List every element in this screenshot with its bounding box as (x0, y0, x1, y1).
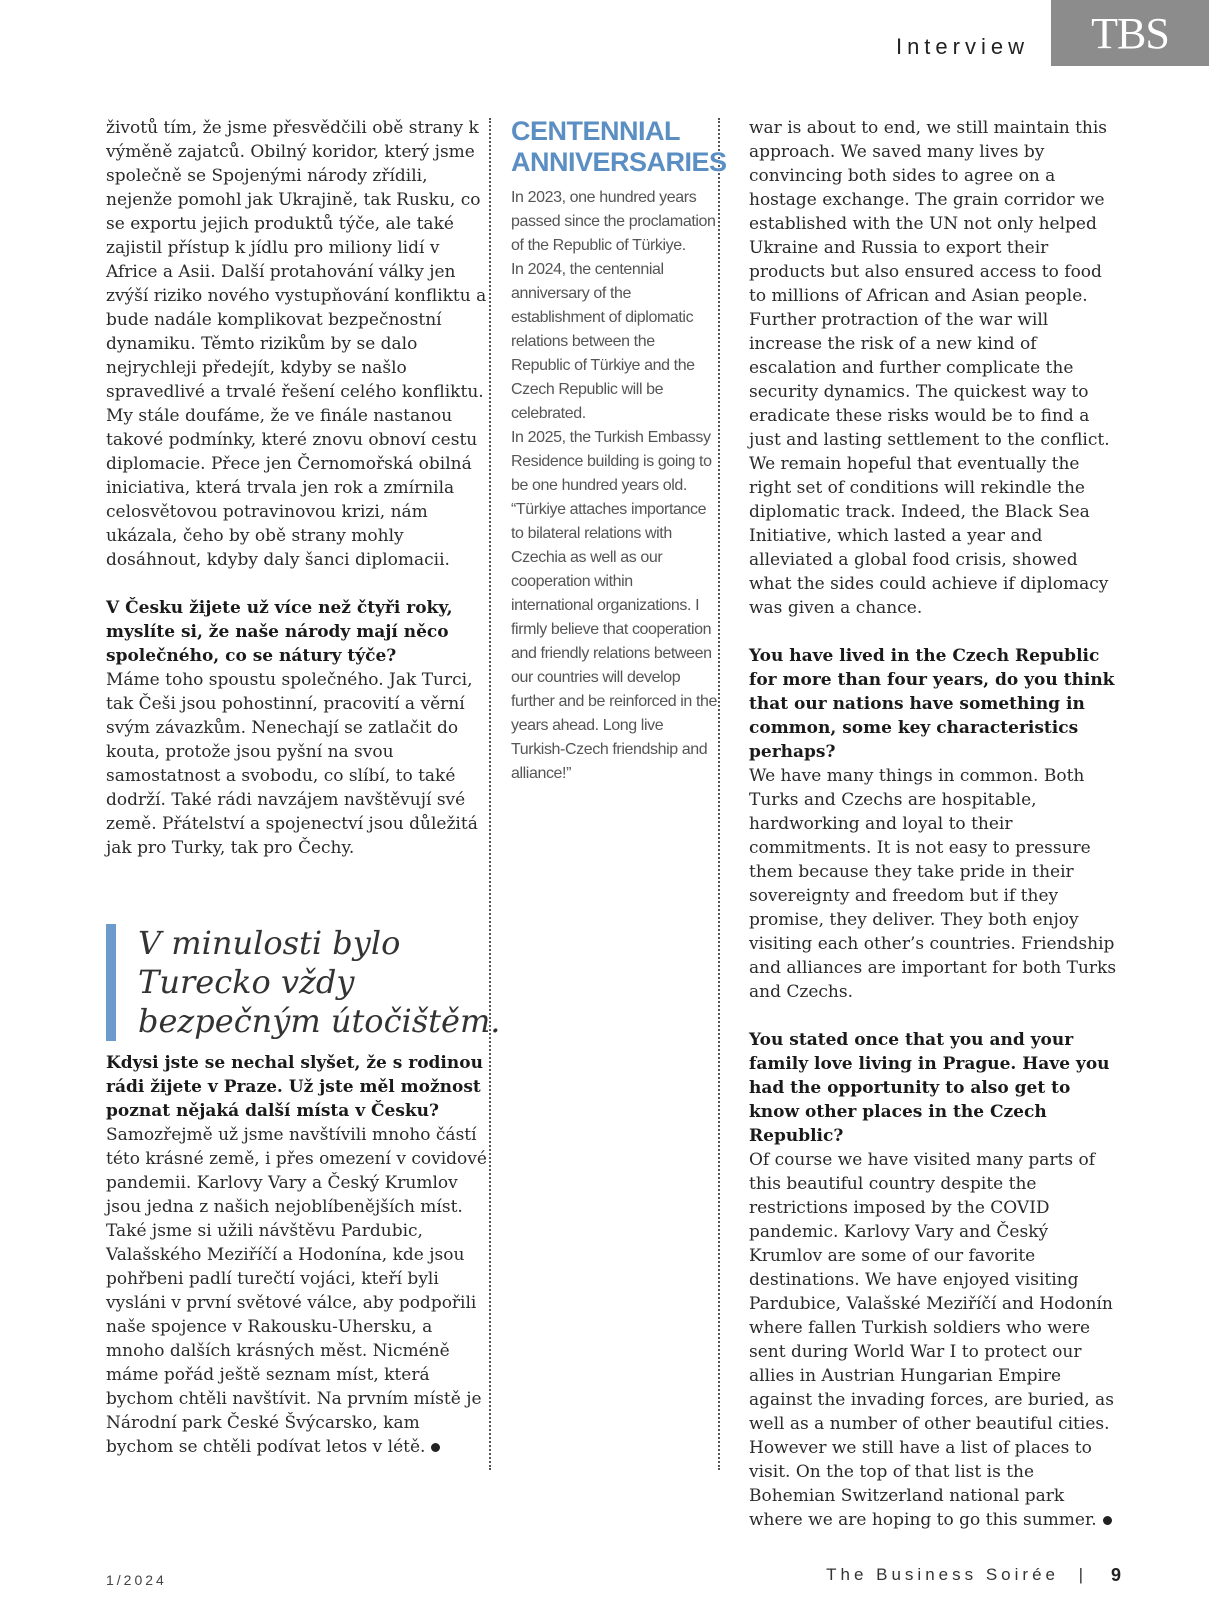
left-column-czech-lower (106, 1051, 490, 1483)
column-divider-right (718, 118, 720, 1470)
left-column-czech (106, 116, 490, 884)
interview-answer: Samozřejmě už jsme navštívili mnoho částí této krásné země, i přes omezení v covidové pandemii. Karlovy Vary a Český Krumlov jsou jedna z našich nejoblíbenějších míst. Také jsme si užili návštěvu Pardubic, Valašského Meziříčí a Hodonína, kde jsou pohřbeni padlí turečtí vojáci, kteří byli vysláni v první světové válce, aby podpořili naše spojence v Rakousku-Uhersku, a mnoho dalších krásných měst. Nicméně máme pořád ještě seznam míst, která bychom chtěli navštívit. Na prvním místě je Národní park České Švýcarsko, kam bychom se chtěli podívat letos v létě. (106, 1125, 487, 1457)
body-paragraph: war is about to end, we still maintain this approach. We saved many lives by convincing both sides to agree on a hostage exchange. The grain corridor we established with the UN not only helped Ukraine and Russia to export their products but also ensured access to food to millions of African and Asian people. Further protraction of the war will increase the risk of a new kind of escalation and further complicate the security dynamics. The quickest way to eradicate these risks would be to find a just and lasting settlement to the conflict. We remain hopeful that eventually the right set of conditions will rekindle the diplomatic track. Indeed, the Black Sea Initiative, which lasted a year and alleviated a global food crisis, showed what the sides could achieve if diplomacy was given a chance. (749, 118, 1110, 618)
end-mark-icon (431, 1443, 440, 1452)
interview-answer: Of course we have visited many parts of this beautiful country despite the restrictions imposed by the COVID pandemic. Karlovy Vary and Český Krumlov are some of our favorite destinations. We have enjoyed visiting Pardubice, Valašské Meziříčí and Hodonín where fallen Turkish soldiers who were sent during World War I to protect our allies in Austrian Hungarian Empire against the invading forces, are buried, as well as a number of other beautiful cities. However we still have a list of places to visit. On the top of that list is the Bohemian Switzerland national park where we are hoping to go this summer. (749, 1150, 1114, 1530)
column-divider-left (489, 118, 491, 1470)
sidebar-paragraph: In 2024, the centennial anniversary of the establishment of diplomatic relations between the Republic of Türkiye and the Czech Republic will be celebrated. (511, 261, 695, 422)
sidebar-title-line: CENTENNIAL (511, 116, 680, 146)
sidebar-box (511, 116, 727, 786)
interview-question: You stated once that you and your family love living in Prague. Have you had the opportunity to also get to know other places in the Czech Republic? (749, 1030, 1110, 1146)
end-mark-icon (1103, 1516, 1112, 1525)
interview-question: Kdysi jste se nechal slyšet, že s rodinou rádi žijete v Praze. Už jste měl možnost poznat nějaká další místa v Česku? (106, 1053, 483, 1121)
page-number: 9 (1110, 1565, 1121, 1585)
interview-answer: We have many things in common. Both Turks and Czechs are hospitable, hardworking and loyal to their commitments. It is not easy to pressure them because they take pride in their sovereignty and freedom but if they promise, they deliver. They both enjoy visiting each other’s countries. Friendship and alliances are important for both Turks and Czechs. (749, 766, 1117, 1002)
interview-question: V Česku žijete už více než čtyři roky, myslíte si, že naše národy mají něco společného, co se nátury týče? (106, 598, 453, 666)
sidebar-paragraph: In 2023, one hundred years passed since the proclamation of the Republic of Türkiye. (511, 189, 716, 254)
interview-block (106, 596, 490, 860)
body-paragraph: životů tím, že jsme přesvědčili obě strany k výměně zajatců. Obilný koridor, který jsme společně se Spojenými národy zřídili, nejenže pomohl jak Ukrajině, tak Rusku, co se exportu jejich produktů týče, ale také zajistil přístup k jídlu pro miliony lidí v Africe a Asii. Další protahování války jen zvýší riziko nového vystupňování konfliktu a bude nadále komplikovat bezpečnostní dynamiku. Těmto rizikům by se dalo nejrychleji předejít, kdyby se našlo spravedlivé a trvalé řešení celého konfliktu. My stále doufáme, že ve finále nastanou takové podmínky, které znovu obnoví cestu diplomacie. Přece jen Černomořská obilná iniciativa, která trvala jen rok a zmírnila celosvětovou potravinovou krizi, nám ukázala, čeho by obě strany mohly dosáhnout, kdyby daly šanci diplomacii. (106, 118, 487, 570)
sidebar-paragraph: In 2025, the Turkish Embassy Residence building is going to be one hundred years old. (511, 429, 712, 494)
sidebar-title (511, 116, 727, 178)
footer-separator: | (1078, 1565, 1083, 1584)
pull-quote: V minulosti bylo Turecko vždy bezpečným útočištěm. (106, 924, 522, 1041)
issue-number: 1/2024 (106, 1572, 167, 1588)
sidebar-title-line: ANNIVERSARIES (511, 147, 727, 177)
interview-block (106, 1051, 490, 1459)
magazine-name: The Business Soirée (826, 1565, 1059, 1584)
interview-answer: Máme toho spoustu společného. Jak Turci, tak Češi jsou pohostinní, pracovití a věrní svým závazkům. Nenechají se zatlačit do kouta, protože jsou pyšní na svou samostatnost a svobodu, co slíbí, to také dodrží. Také rádi navzájem navštěvují své země. Přátelství a spojenectví jsou důležitá jak pro Turky, tak pro Čechy. (106, 670, 478, 858)
magazine-logo: TBS (1051, 0, 1209, 66)
section-label: Interview (895, 34, 1029, 59)
interview-block (749, 1028, 1119, 1532)
interview-block (749, 644, 1119, 1004)
right-column-english (749, 116, 1119, 1556)
sidebar-quote: “Türkiye attaches importance to bilateral relations with Czechia as well as our cooperation within international organizations. I firmly believe that cooperation and friendly relations between our countries will develop further and be reinforced in the years ahead. Long live Turkish-Czech friendship and alliance!” (511, 501, 718, 782)
interview-question: You have lived in the Czech Republic for more than four years, do you think that our nations have something in common, some key characteristics perhaps? (749, 646, 1115, 762)
